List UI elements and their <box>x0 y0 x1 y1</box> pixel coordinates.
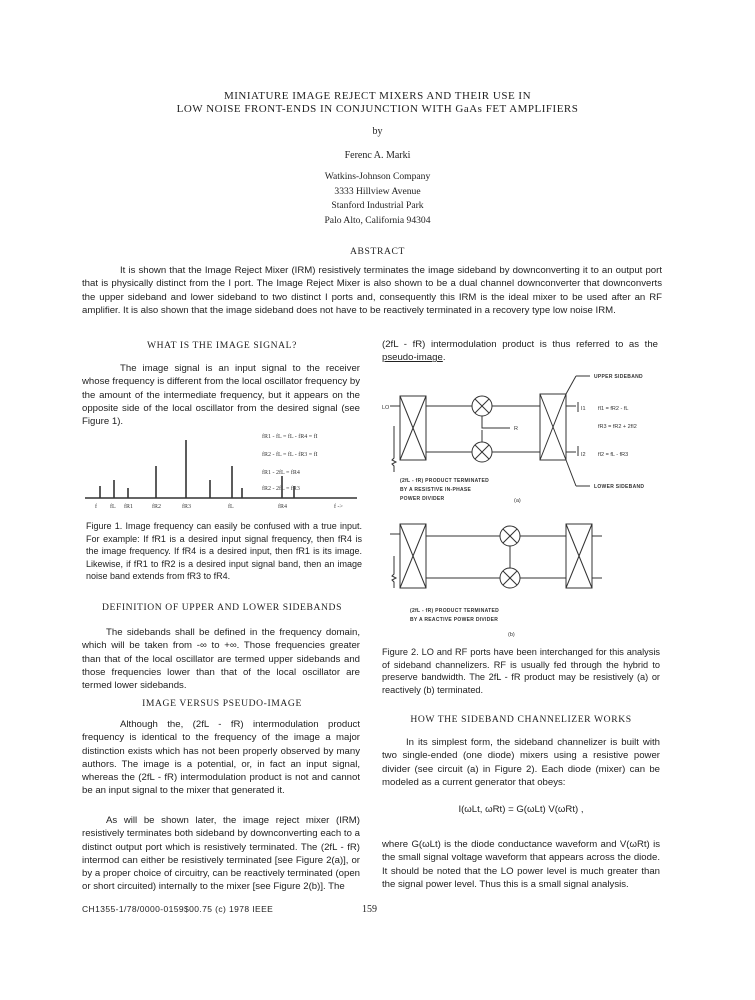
section-heading-image-signal: WHAT IS THE IMAGE SIGNAL? <box>146 340 297 351</box>
figure-1-equation: fR2 - fL = fL - fR3 = fI <box>262 452 318 458</box>
pseudo-image-intro: (2fL - fR) intermodulation product is thus referred to as the <box>382 339 658 350</box>
abstract-text: It is shown that the Image Reject Mixer (IRM) resistively terminates the image sideband by downconverting it to an output port that is physically distinct from the I port. The Image Reject Mixer is also shown to be a dual channel downconverter that downconverts the upper sideband and lower sideband to two distinct I ports and, consequently this IRM is the ideal mixer to be used after an RF amplifier. It is also shown that the image sideband does not have to be reactively terminated in a recovery type low noise IRM. <box>82 265 662 316</box>
channelizer-equation: I(ωLt, ωRt) = G(ωLt) V(ωRt) , <box>458 804 584 815</box>
affiliation-line: Stanford Industrial Park <box>331 200 424 211</box>
fig2a-note: POWER DIVIDER <box>400 496 445 502</box>
section-heading-channelizer: HOW THE SIDEBAND CHANNELIZER WORKS <box>410 714 632 725</box>
section-heading-pseudo-image: IMAGE VERSUS PSEUDO-IMAGE <box>142 698 302 709</box>
axis-label: fL <box>110 504 116 510</box>
sidebands-text: The sidebands shall be defined in the frequency domain, which will be taken from -∞ to +∞. Those frequencies greater than that of the local oscillator are termed upper sidebands and those frequencies lower than that of the local oscillator are termed lower sidebands. <box>82 627 360 692</box>
axis-label: fR3 <box>182 504 191 510</box>
abstract-heading: ABSTRACT <box>350 246 405 257</box>
affiliation <box>0 170 755 228</box>
byline: by <box>372 126 383 137</box>
pseudo-image-term: pseudo-image <box>382 352 443 364</box>
figure-1-spectrum <box>82 426 362 516</box>
pseudo-image-text-1: Although the, (2fL - fR) intermodulation product frequency is identical to the frequency of the image a major distinction exists which has not been properly observed by many authors. The image is a potential, or, in fact an input signal, whereas the (2fL - fR) intermodulation product is not and cannot be an input signal to the mixer that generated it. <box>82 719 360 797</box>
eq-fi1: fI1 = fR2 - fL <box>598 406 629 412</box>
footer-copyright: CH1355-1/78/0000-0159$00.75 (c) 1978 IEEE <box>82 904 274 914</box>
paper-title-line-1: MINIATURE IMAGE REJECT MIXERS AND THEIR USE IN <box>223 90 532 102</box>
affiliation-line: Watkins-Johnson Company <box>324 171 431 182</box>
axis-label: fR1 <box>124 504 133 510</box>
affiliation-line: 3333 Hillview Avenue <box>334 185 421 197</box>
fig2b-note: (2fL - fR) PRODUCT TERMINATED <box>410 608 500 614</box>
figure-2-circuits <box>380 366 670 638</box>
upper-sideband-label: UPPER SIDEBAND <box>594 374 643 380</box>
fig2b-note: BY A REACTIVE POWER DIVIDER <box>410 617 499 623</box>
channelizer-text-2: where G(ωLt) is the diode conductance waveform and V(ωRt) is the small signal voltage waveform that appears across the diode. It should be noted that the LO power level is much greater than the signal power level. Thus this is a small signal analysis. <box>382 839 660 890</box>
axis-label: fL <box>228 504 234 510</box>
axis-label: fR4 <box>278 504 287 510</box>
i2-label: I2 <box>581 452 586 458</box>
fig2a-note: BY A RESISTIVE IN-PHASE <box>400 487 472 493</box>
figure-2-caption: Figure 2. LO and RF ports have been interchanged for this analysis of sideband channelizers. RF is usually fed through the hybrid to preserve bandwidth. The 2fL - fR product may be resistively (a) or reactively (b) terminated. <box>382 647 660 696</box>
eq-fr3: fR3 = fR2 + 2fI2 <box>598 424 637 430</box>
axis-label: f -> <box>334 504 343 510</box>
figure-1-caption: Figure 1. Image frequency can easily be confused with a true input. For example: If fR1 is a desired input signal frequency, then fR4 is the image frequency. If fR4 is a desired input, then fR1 is its image. Likewise, if fR1 to fR2 is a desired input signal band, then an image noise band extends from fR3 to fR4. <box>86 521 362 582</box>
axis-label: fR2 <box>152 504 161 510</box>
eq-fi2: fI2 = fL - fR3 <box>598 452 629 458</box>
fig2b-tag: (b) <box>508 632 515 638</box>
figure-1-equation: fR1 - fL = fL - fR4 = fI <box>262 434 318 440</box>
image-signal-text: The image signal is an input signal to the receiver whose frequency is different from the local oscillator frequency by the amount of the intermediate frequency, but it appears on the opposite side of the local oscillator from the desired signal (see Figure 1). <box>82 363 360 428</box>
paper-title-line-2: LOW NOISE FRONT-ENDS IN CONJUNCTION WITH GaAs FET AMPLIFIERS <box>176 103 579 115</box>
author: Ferenc A. Marki <box>344 150 411 161</box>
pseudo-image-end: . <box>442 352 446 364</box>
affiliation-line: Palo Alto, California 94304 <box>324 214 431 226</box>
lo-label: LO <box>382 405 390 411</box>
fig2a-tag: (a) <box>514 498 521 504</box>
fig2a-note: (2fL - fR) PRODUCT TERMINATED <box>400 478 490 484</box>
section-heading-sidebands: DEFINITION OF UPPER AND LOWER SIDEBANDS <box>101 602 343 613</box>
figure-1-equation: fR1 - 2fL = fR4 <box>262 470 300 476</box>
axis-label: f <box>95 504 97 510</box>
figure-1-equation: fR2 - 2fL = fR3 <box>262 486 300 492</box>
pseudo-image-text-2: As will be shown later, the image reject mixer (IRM) resistively terminates both sideband by downconverting each to a distinct output port which is resistively terminated. The (2fL - fR) intermod can either be resistively terminated [see Figure 2(a)], or by a proper choice of circuitry, can be reactively terminated (open or short circuited) internally to the mixer [see Figure 2(b)]. The <box>82 815 360 893</box>
channelizer-text: In its simplest form, the sideband channelizer is built with two single-ended (one diode) mixers using a resistive power divider (see circuit (a) in Figure 2). Each diode (mixer) can be modeled as a current generator that obeys: <box>382 737 660 788</box>
pseudo-image-definition <box>382 338 658 365</box>
page-number: 159 <box>362 904 377 915</box>
r-label: R <box>514 426 518 432</box>
lower-sideband-label: LOWER SIDEBAND <box>594 484 645 490</box>
i1-label: I1 <box>581 406 586 412</box>
